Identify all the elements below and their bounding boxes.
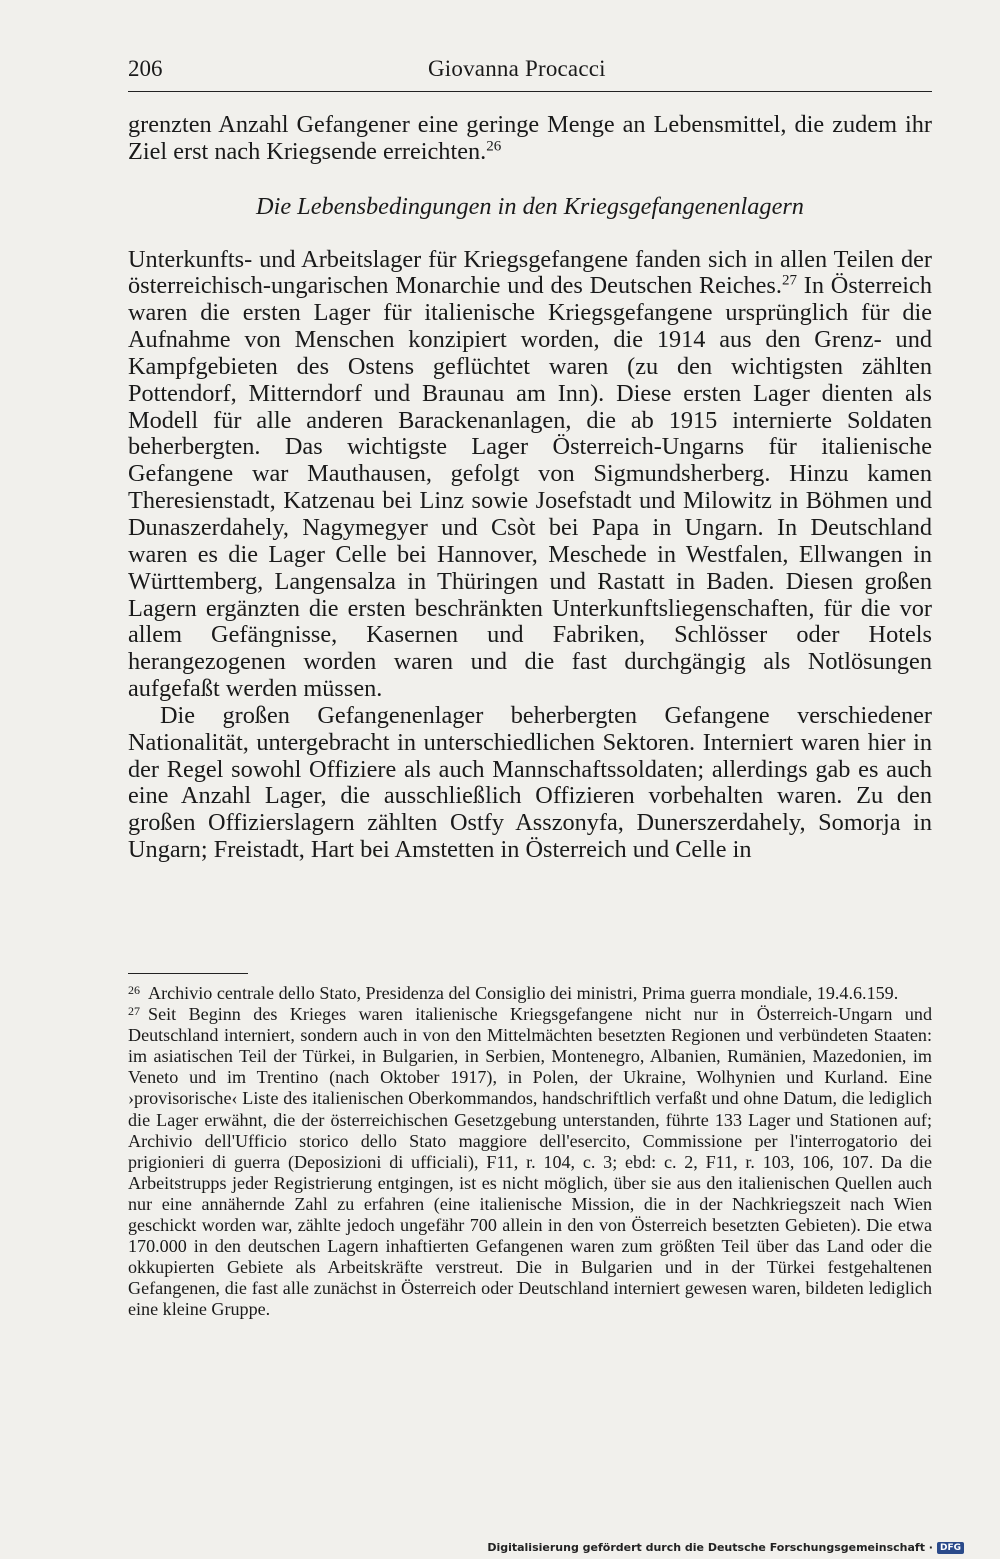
page-number: 206	[128, 56, 163, 81]
footnote-ref-27[interactable]: 27	[781, 273, 797, 290]
section-heading: Die Lebensbedingungen in den Kriegsgefangenenlagern	[256, 192, 804, 220]
digitization-credit	[487, 1541, 964, 1554]
credit-text: Digitalisierung gefördert durch die Deutsche Forschungsgemeinschaft ·	[487, 1541, 933, 1554]
paragraph: Die großen Gefangenenlager beherbergten Gefangene verschiedener Nationalität, untergebracht in unterschiedlichen Sektoren. Interniert waren hier in der Regel sowohl Offiziere als auch Mannschaftssoldaten; allerdings gab es auch eine Anzahl Lager, die ausschließlich Offizieren vorbehalten waren. Zu den großen Offizierslagern zählten Ostfy Asszonyfa, Dunerszerdahely, Somorja in Ungarn; Freistadt, Hart bei Amstetten in Österreich und Celle in	[128, 701, 932, 864]
paragraph	[128, 247, 932, 703]
footnote-rule	[128, 973, 248, 974]
paragraph-text: grenzten Anzahl Gefangener eine geringe Menge an Lebensmittel, die zudem ihr Ziel erst nach Kriegsende erreichten.	[128, 111, 932, 165]
paragraph-text: Unterkunfts- und Arbeitslager für Kriegsgefangene fanden sich in allen Teilen der österreichisch-ungarischen Monarchie und des Deutschen Reiches.	[128, 245, 932, 300]
paragraph	[128, 112, 932, 166]
footnote-27: 27 Seit Beginn des Krieges waren italienische Kriegsgefangene nicht nur in Österreich-Ungarn und Deutschland interniert, sondern auch in von den Mittelmächten besetzten Regionen und verbündeten Staaten: im asiatischen Teil der Türkei, in Bulgarien, in Serbien, Montenegro, Albanien, Rumänien, Mazedonien, im Veneto und im Trentino (nach Oktober 1917), in Polen, der Ukraine, Wolhynien und Kurland. Eine ›provisorische‹ Liste des italienischen Oberkommandos, handschriftlich verfaßt und ohne Datum, die lediglich die Lager erwähnt, die der österreichischen Gesetzgebung unterstanden, führte 133 Lager und Stationen auf; Archivio dell'Ufficio storico dello Stato maggiore dell'esercito, Commissione per l'interrogatorio dei prigionieri di guerra (Deposizioni di ufficiali), F11, r. 104, c. 3; ebd: c. 2, F11, r. 103, 106, 107. Da die Arbeitstrupps jeder Registrierung entgingen, ist es nicht möglich, über sie aus den italienischen Quellen auch nur eine annähernde Zahl zu erfahren (eine italienische Mission, die in der Nachkriegszeit nach Wien geschickt worden war, zählte jedoch ungefähr 700 allein in den von Österreich besetzten Gebieten). Die etwa 170.000 in den deutschen Lagern inhaftierten Gefangenen waren zum größten Teil über das Land oder die okkupierten Gebiete als Arbeitskräfte verstreut. Die in Bulgarien und in der Türkei festgehaltenen Gefangenen, die fast alle zunächst in Österreich oder Deutschland interniert gewesen waren, bildeten lediglich eine kleine Gruppe.	[128, 1004, 932, 1320]
footnote-text: Seit Beginn des Krieges waren italienische Kriegsgefangene nicht nur in Österreich-Ungarn und Deutschland interniert, sondern auch in von den Mittelmächten besetzten Regionen und verbündeten Staaten: im asiatischen Teil der Türkei, in Bulgarien, in Serbien, Montenegro, Albanien, Rumänien, Mazedonien, im Veneto und im Trentino (nach Oktober 1917), in Polen, der Ukraine, Wolhynien und Kurland. Eine ›provisorische‹ Liste des italienischen Oberkommandos, handschriftlich verfaßt und ohne Datum, die lediglich die Lager erwähnt, die der österreichischen Gesetzgebung unterstanden, führte 133 Lager und Stationen auf; Archivio dell'Ufficio storico dello Stato maggiore dell'esercito, Commissione per l'interrogatorio dei prigionieri di guerra (Deposizioni di ufficiali), F11, r. 104, c. 3; ebd: c. 2, F11, r. 103, 106, 107. Da die Arbeitstrupps jeder Registrierung entgingen, ist es nicht möglich, über sie aus den italienischen Quellen auch nur eine annähernde Zahl zu erfahren (eine italienische Mission, die in der Nachkriegszeit nach Wien geschickt worden war, zählte jedoch ungefähr 700 allein in den von Österreich besetzten Gebieten). Die etwa 170.000 in den deutschen Lagern inhaftierten Gefangenen waren zum größten Teil über das Land oder die okkupierten Gebiete als Arbeitskräfte verstreut. Die in Bulgarien und in der Türkei festgehaltenen Gefangenen, die fast alle zunächst in Österreich oder Deutschland interniert gewesen waren, bildeten lediglich eine kleine Gruppe.	[128, 1004, 932, 1320]
paragraph-text: In Österreich waren die ersten Lager für italienische Kriegsgefangene ursprünglich für die Aufnahme von Menschen konzipiert worden, die 1914 aus den Grenz- und Kampfgebieten des Ostens geflüchtet waren (zu den wichtigsten zählten Pottendorf, Mitterndorf und Braunau am Inn). Diese ersten Lager dienten als Modell für alle anderen Barackenanlagen, die ab 1915 internierte Soldaten beherbergten. Das wichtigste Lager Österreich-Ungarns für italienische Gefangene war Mauthausen, gefolgt von Sigmundsherberg. Hinzu kamen Theresienstadt, Katzenau bei Linz sowie Josefstadt und Milowitz in Böhmen und Dunaszerdahely, Nagymegyer und Csòt bei Papa in Ungarn. In Deutschland waren es die Lager Celle bei Hannover, Meschede in Westfalen, Ellwangen in Württemberg, Langensalza in Thüringen und Rastatt in Baden. Diesen großen Lagern ergänzten die ersten beschränkten Unterkunftsliegenschaften, für die vor allem Gefängnisse, Kasernen und Fabriken, Schlösser oder Hotels herangezogenen worden waren und die fast durchgängig als Notlösungen aufgefaßt werden müssen.	[128, 272, 932, 703]
footnote-ref-26[interactable]: 26	[486, 138, 502, 155]
dfg-logo: DFG	[937, 1542, 964, 1554]
running-head: Giovanna Procacci	[428, 56, 606, 81]
header-rule	[128, 91, 932, 92]
footnote-text: Archivio centrale dello Stato, Presidenza del Consiglio dei ministri, Prima guerra mondiale, 19.4.6.159.	[148, 983, 899, 1003]
footnotes	[128, 983, 932, 1321]
footnote-26: 26 Archivio centrale dello Stato, Presidenza del Consiglio dei ministri, Prima guerra mondiale, 19.4.6.159.	[128, 983, 899, 1003]
body-text	[128, 112, 932, 864]
